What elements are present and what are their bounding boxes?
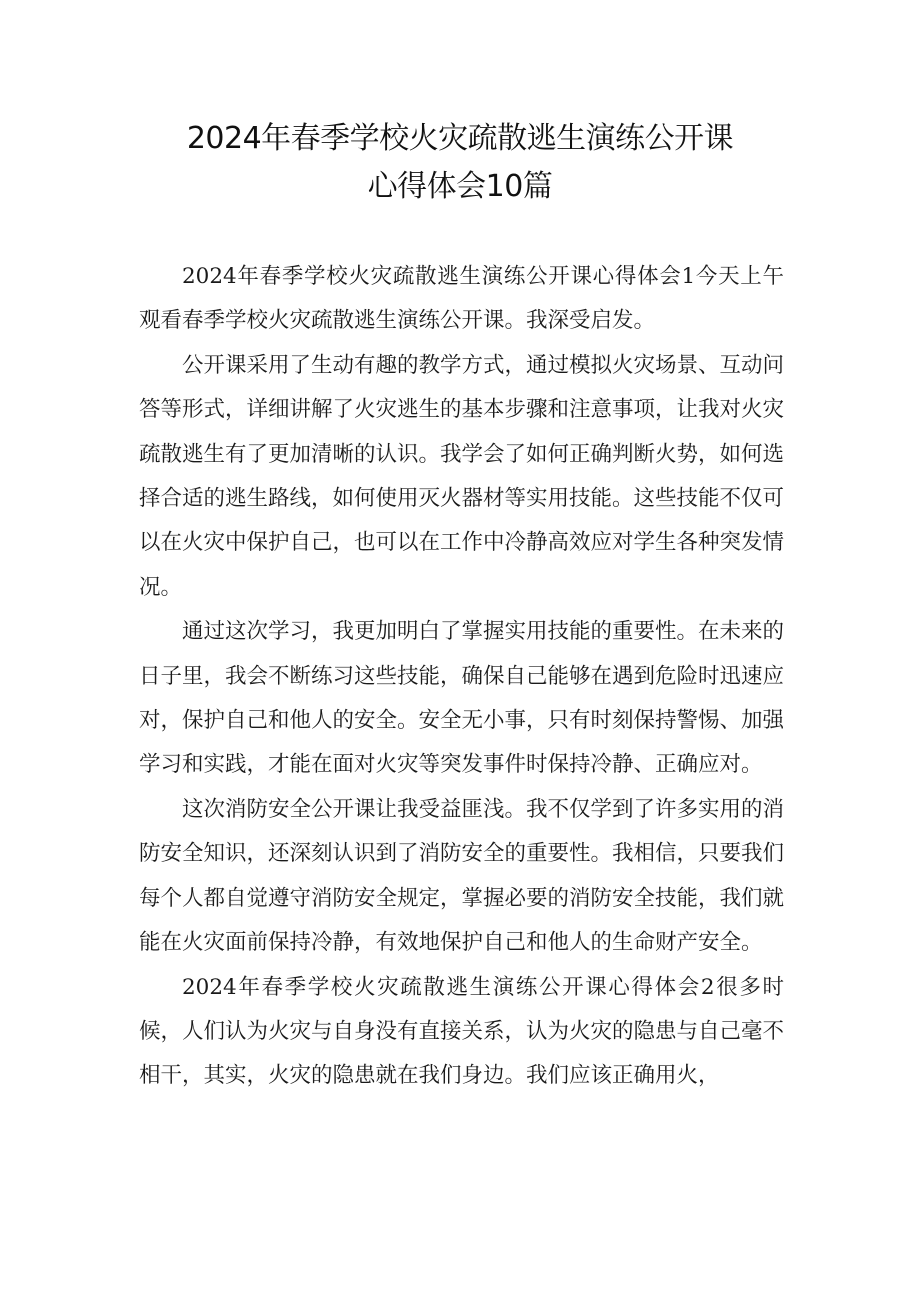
- document-title-line-1: 2024年春季学校火灾疏散逃生演练公开课: [186, 121, 734, 156]
- paragraph: 2024年春季学校火灾疏散逃生演练公开课心得体会1今天上午观看春季学校火灾疏散逃生演练公开课。我深受启发。: [139, 264, 784, 334]
- paragraph: 这次消防安全公开课让我受益匪浅。我不仅学到了许多实用的消防安全知识，还深刻认识到了消防安全的重要性。我相信，只要我们每个人都自觉遵守消防安全规定，掌握必要的消防安全技能，我们就能在火灾面前保持冷静，有效地保护自己和他人的生命财产安全。: [139, 796, 785, 956]
- paragraph: 通过这次学习，我更加明白了掌握实用技能的重要性。在未来的日子里，我会不断练习这些技能，确保自己能够在遇到危险时迅速应对，保护自己和他人的安全。安全无小事，只有时刻保持警惕、加强学习和实践，才能在面对火灾等突发事件时保持冷静、正确应对。: [139, 619, 785, 778]
- paragraph: 2024年春季学校火灾疏散逃生演练公开课心得体会2很多时候，人们认为火灾与自身没有直接关系，认为火灾的隐患与自己毫不相干，其实，火灾的隐患就在我们身边。我们应该正确用火，: [139, 974, 785, 1089]
- document-body: [139, 255, 784, 1099]
- paragraph: 公开课采用了生动有趣的教学方式，通过模拟火灾场景、互动问答等形式，详细讲解了火灾逃生的基本步骤和注意事项，让我对火灾疏散逃生有了更加清晰的认识。我学会了如何正确判断火势，如何选择合适的逃生路线，如何使用灭火器材等实用技能。这些技能不仅可以在火灾中保护自己，也可以在工作中冷静高效应对学生各种突发情况。: [139, 352, 785, 600]
- document-title-line-2: 心得体会10篇: [367, 169, 553, 204]
